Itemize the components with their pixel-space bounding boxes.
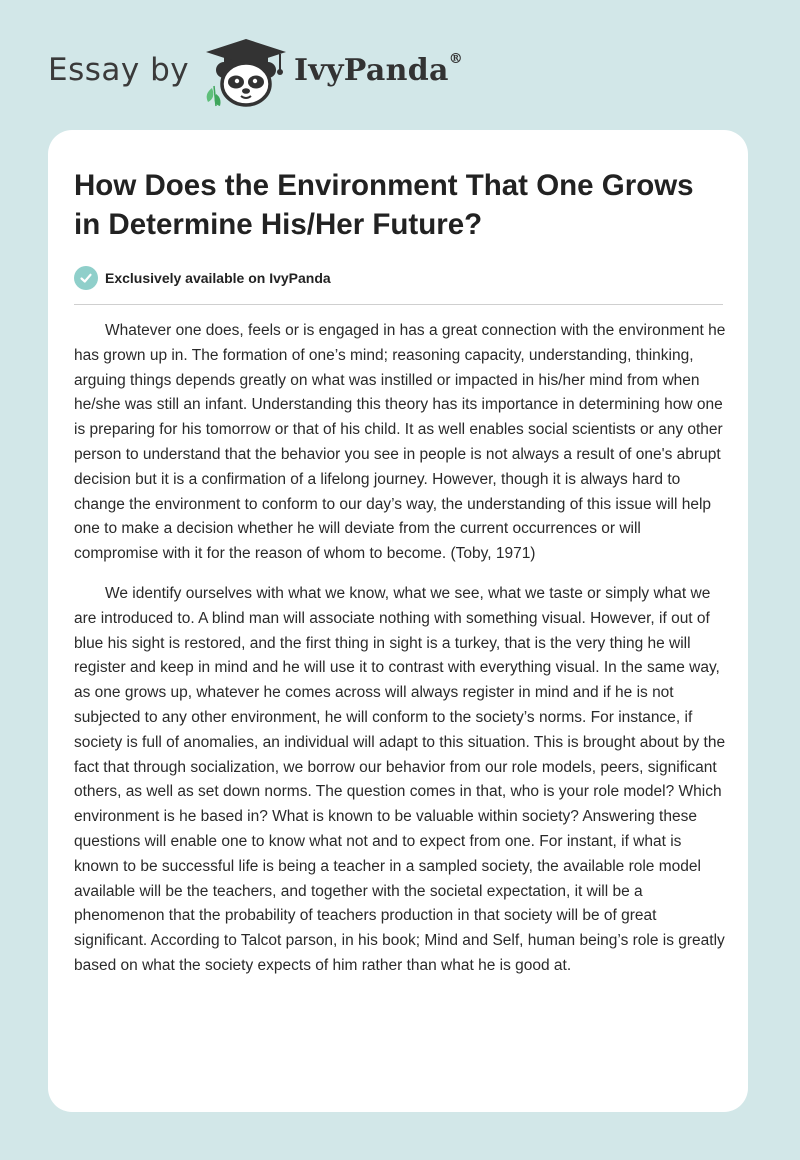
exclusive-label: Exclusively available on IvyPanda: [105, 270, 331, 286]
article-card: [48, 130, 748, 1112]
article-body: [74, 319, 726, 994]
site-header: [0, 0, 800, 130]
paragraph: Whatever one does, feels or is engaged in has a great connection with the environment he has grown up in. The formation of one’s mind; reasoning capacity, understanding, thinking, arguing things depends greatly on what was instilled or impacted in his/her mind from when he/she was still an infant. Understanding this theory has its importance in determining how one is preparing for his tomorrow or that of his child. It as well enables social scientists or any other person to understand that the behavior you see in people is not always a result of one's abrupt decision but it is a confirmation of a lifelong journey. However, though it is always hard to change the environment to conform to our day’s way, the understanding of this issue will help one to make a decision whether he will deviate from the current occurrences or will compromise with it for the reason of whom to become. (Toby, 1971): [74, 322, 726, 563]
exclusive-badge: [74, 265, 331, 291]
page-title: How Does the Environment That One Grows in Determine His/Her Future?: [74, 169, 694, 241]
paragraph: We identify ourselves with what we know, what we see, what we taste or simply what we are introduced to. A blind man will associate nothing with something visual. However, if out of blue his sight is restored, and the first thing in sight is a turkey, that is the very thing he will register and keep in mind and he will use it to contrast with everything visual. In the same way, as one grows up, whatever he comes across will always register in mind and if he is not subjected to any other environment, he will conform to the society’s norms. For instance, if society is full of anomalies, an individual will adapt to this situation. This is brought about by the fact that through socialization, we borrow our behavior from our role models, peers, significant others, as well as set down norms. The question comes in that, who is your role model? Which environment is he based in? What is known to be valuable within society? Answering these questions will enable one to know what not and to expect from one. For instant, if what is known to be successful life is being a teacher in a sampled society, the available role model available will be the teachers, and together with the societal expectation, it will be a phenomenon that the probability of teachers production in that society will be of great significant. According to Talcot parson, in his book; Mind and Self, human being’s role is greatly based on what the society expects of him rather than what he is good at.: [74, 584, 726, 974]
panda-graduate-icon[interactable]: [200, 36, 292, 108]
divider: [74, 304, 723, 305]
brand-name[interactable]: [294, 53, 463, 88]
check-icon: [74, 266, 98, 290]
brand-label: IvyPanda: [294, 53, 449, 88]
registered-mark: ®: [448, 51, 464, 67]
essay-by-label: Essay by: [48, 52, 190, 88]
